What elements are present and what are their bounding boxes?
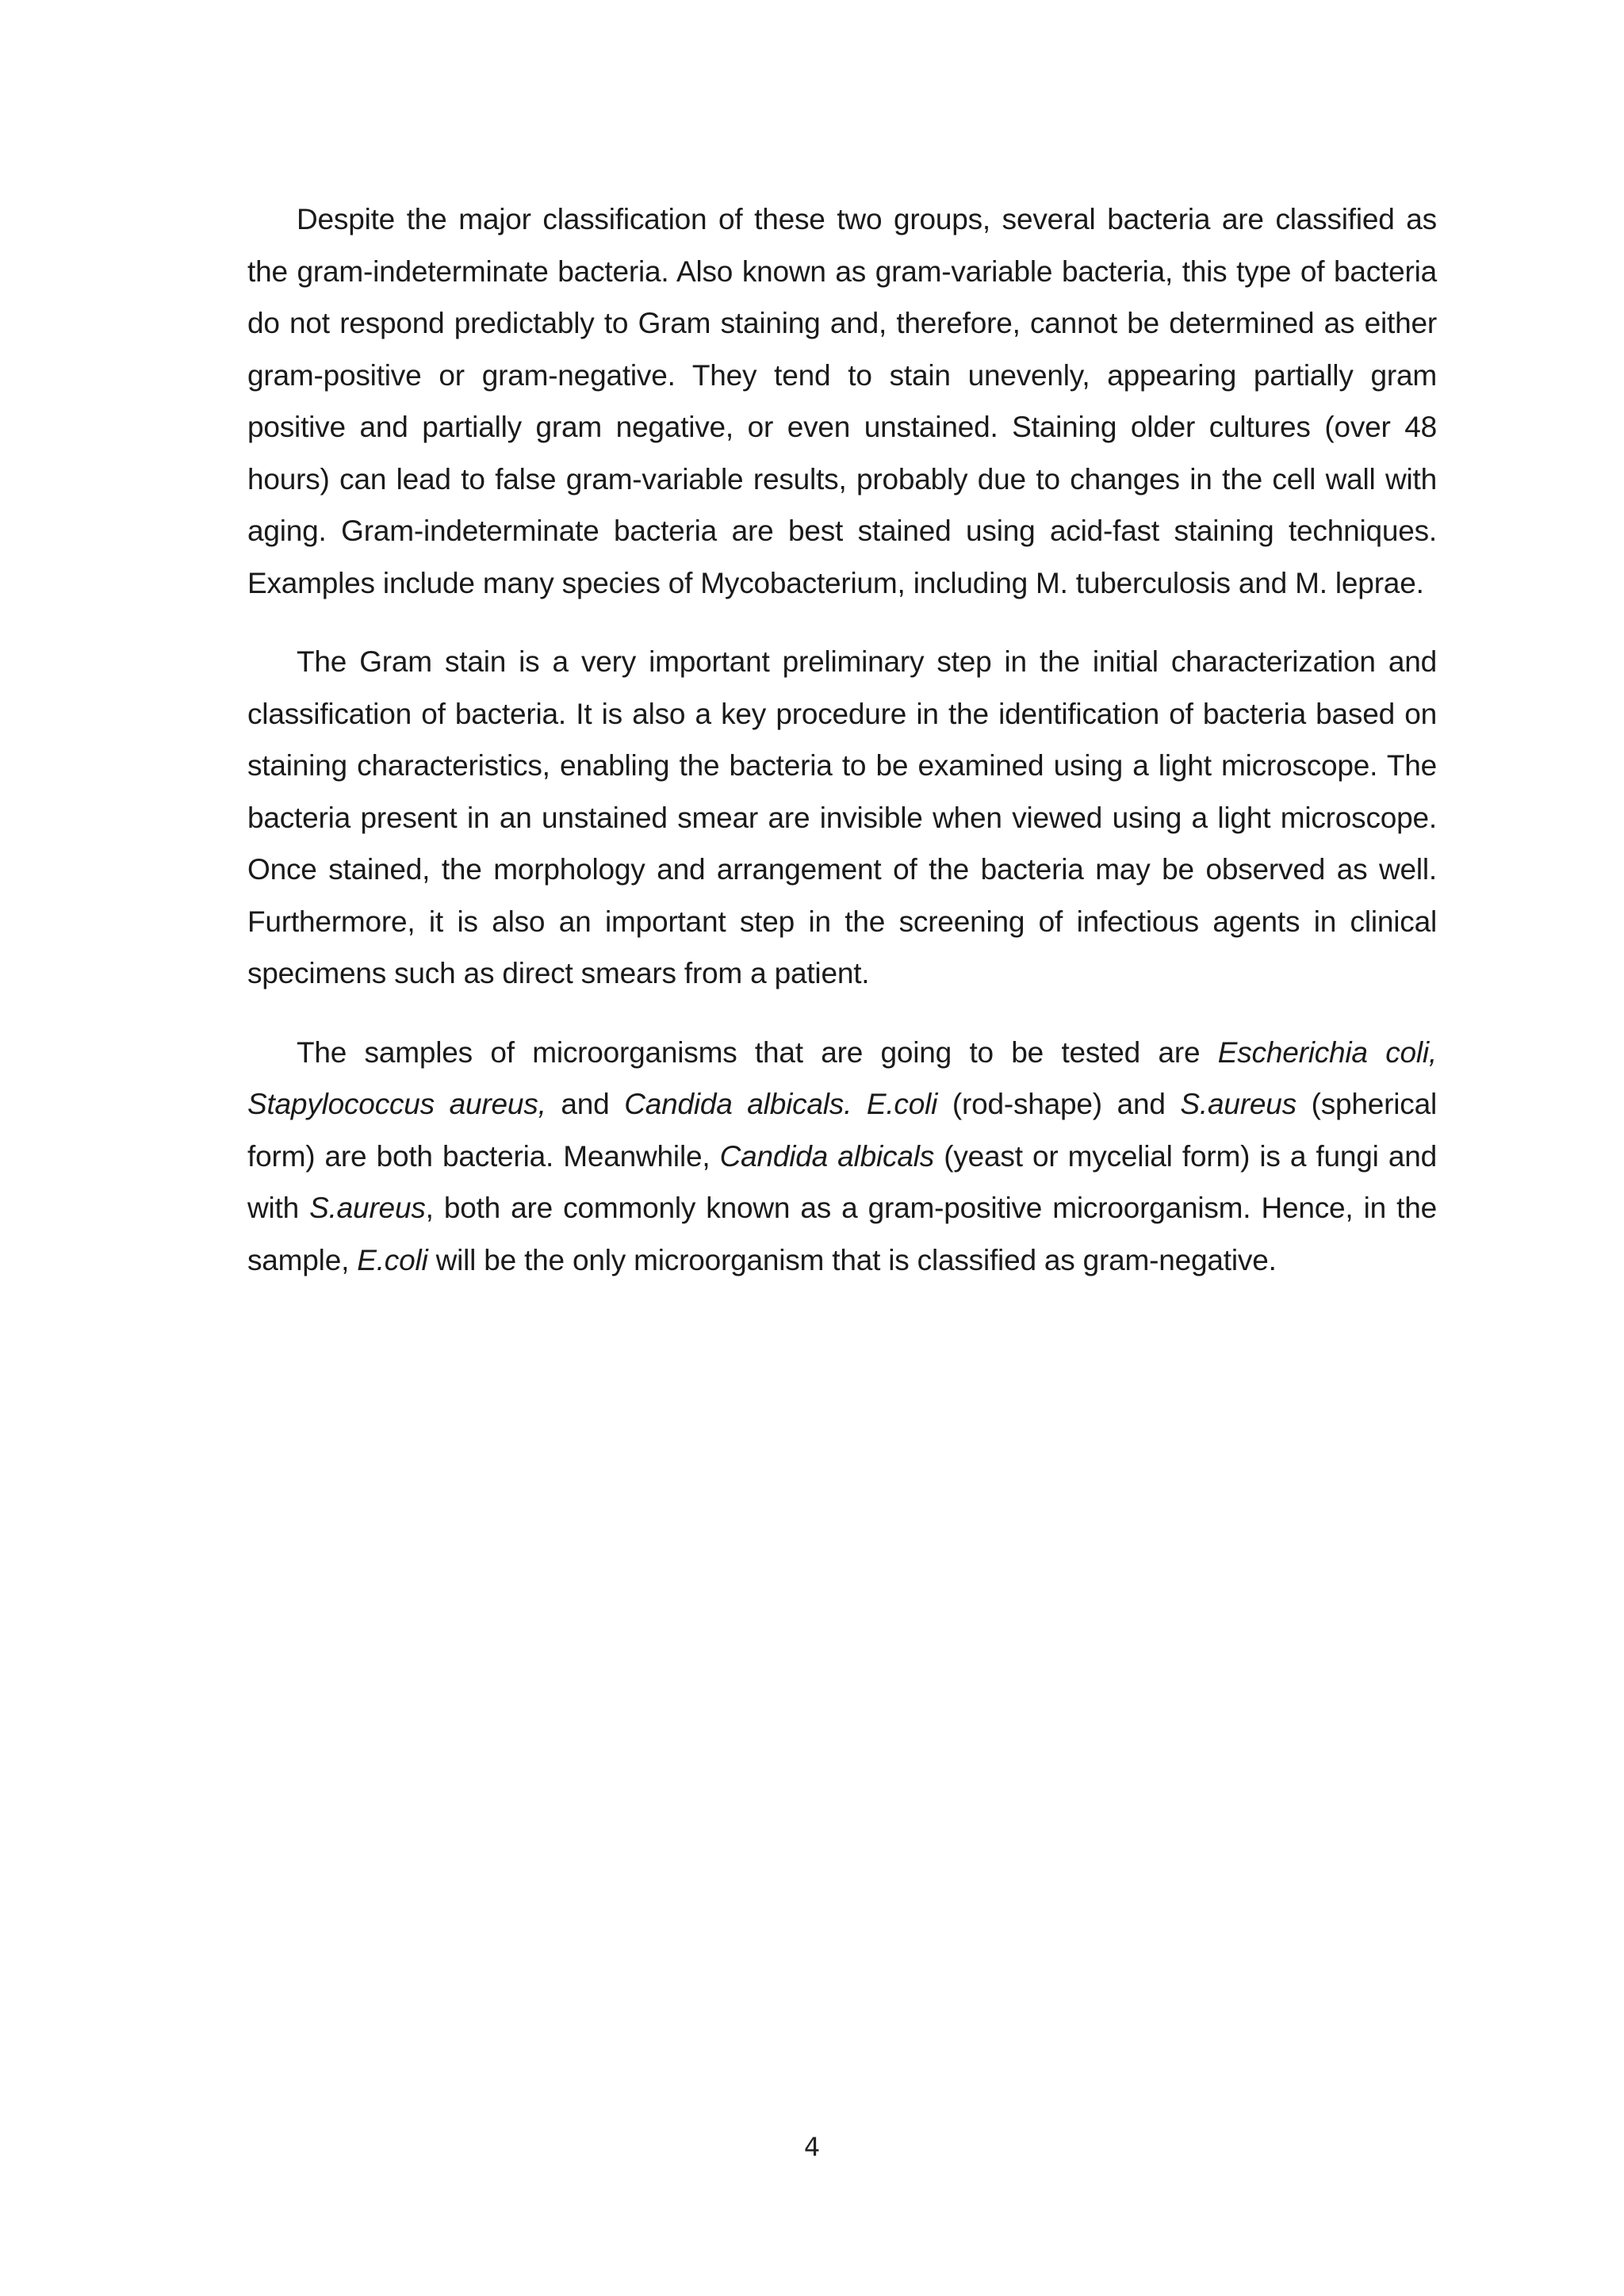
species-name: Escherichia coli, Stapylococcus aureus, xyxy=(247,1035,1438,1120)
paragraph-gram-indeterminate xyxy=(247,193,1437,609)
species-name: E.coli xyxy=(357,1243,428,1276)
text-run: (rod-shape) and xyxy=(937,1088,1181,1120)
page-number: 4 xyxy=(803,2132,821,2162)
species-name: Candida albicals. xyxy=(624,1088,852,1120)
paragraph-test-samples xyxy=(247,1027,1437,1287)
text-run: The Gram stain is a very important preliminary step in the initial characterization and classification of bacteria. It is also a key procedure in the identification of bacteria based on staining characteristics, enabling the bacteria to be examined using a light microscope. The bacteria present in an unstained smear are invisible when viewed using a light microscope. Once stained, the morphology and arrangement of the bacteria may be observed as well. Furthermore, it is also an important step in the screening of infectious agents in clinical specimens such as direct smears from a patient. xyxy=(247,645,1437,989)
species-name: E.coli xyxy=(866,1088,938,1120)
paragraph-gram-stain-importance xyxy=(247,636,1437,1000)
text-run: Despite the major classification of these two groups, several bacteria are classified as the gram-indeterminate bacteria. Also known as gram-variable bacteria, this type of bacteria do not respond predictably to Gram staining and, therefore, cannot be determined as either gram-positive or gram-negative. They tend to stain unevenly, appearing partially gram positive and partially gram negative, or even unstained. Staining older cultures (over 48 hours) can lead to false gram-variable results, probably due to changes in the cell wall with aging. Gram-indeterminate bacteria are best stained using acid-fast staining techniques. Examples include many species of Mycobacterium, including M. tuberculosis and M. leprae. xyxy=(247,203,1437,599)
text-run xyxy=(852,1088,867,1120)
text-run: (spherical form) are both bacteria. Meanwhile, xyxy=(247,1088,1437,1173)
text-run: and xyxy=(546,1088,625,1120)
text-run: (yeast or mycelial form) is a fungi and with xyxy=(247,1139,1437,1224)
species-name: S.aureus xyxy=(309,1192,426,1224)
text-run: will be the only microorganism that is classified as gram-negative. xyxy=(427,1243,1277,1276)
text-run: , both are commonly known as a gram-positive microorganism. Hence, in the sample, xyxy=(247,1192,1437,1276)
body-text xyxy=(247,193,1437,1313)
species-name: Candida albicals xyxy=(719,1139,935,1173)
species-name: S.aureus xyxy=(1180,1088,1297,1120)
text-run: The samples of microorganisms that are going to be tested are xyxy=(297,1035,1218,1069)
